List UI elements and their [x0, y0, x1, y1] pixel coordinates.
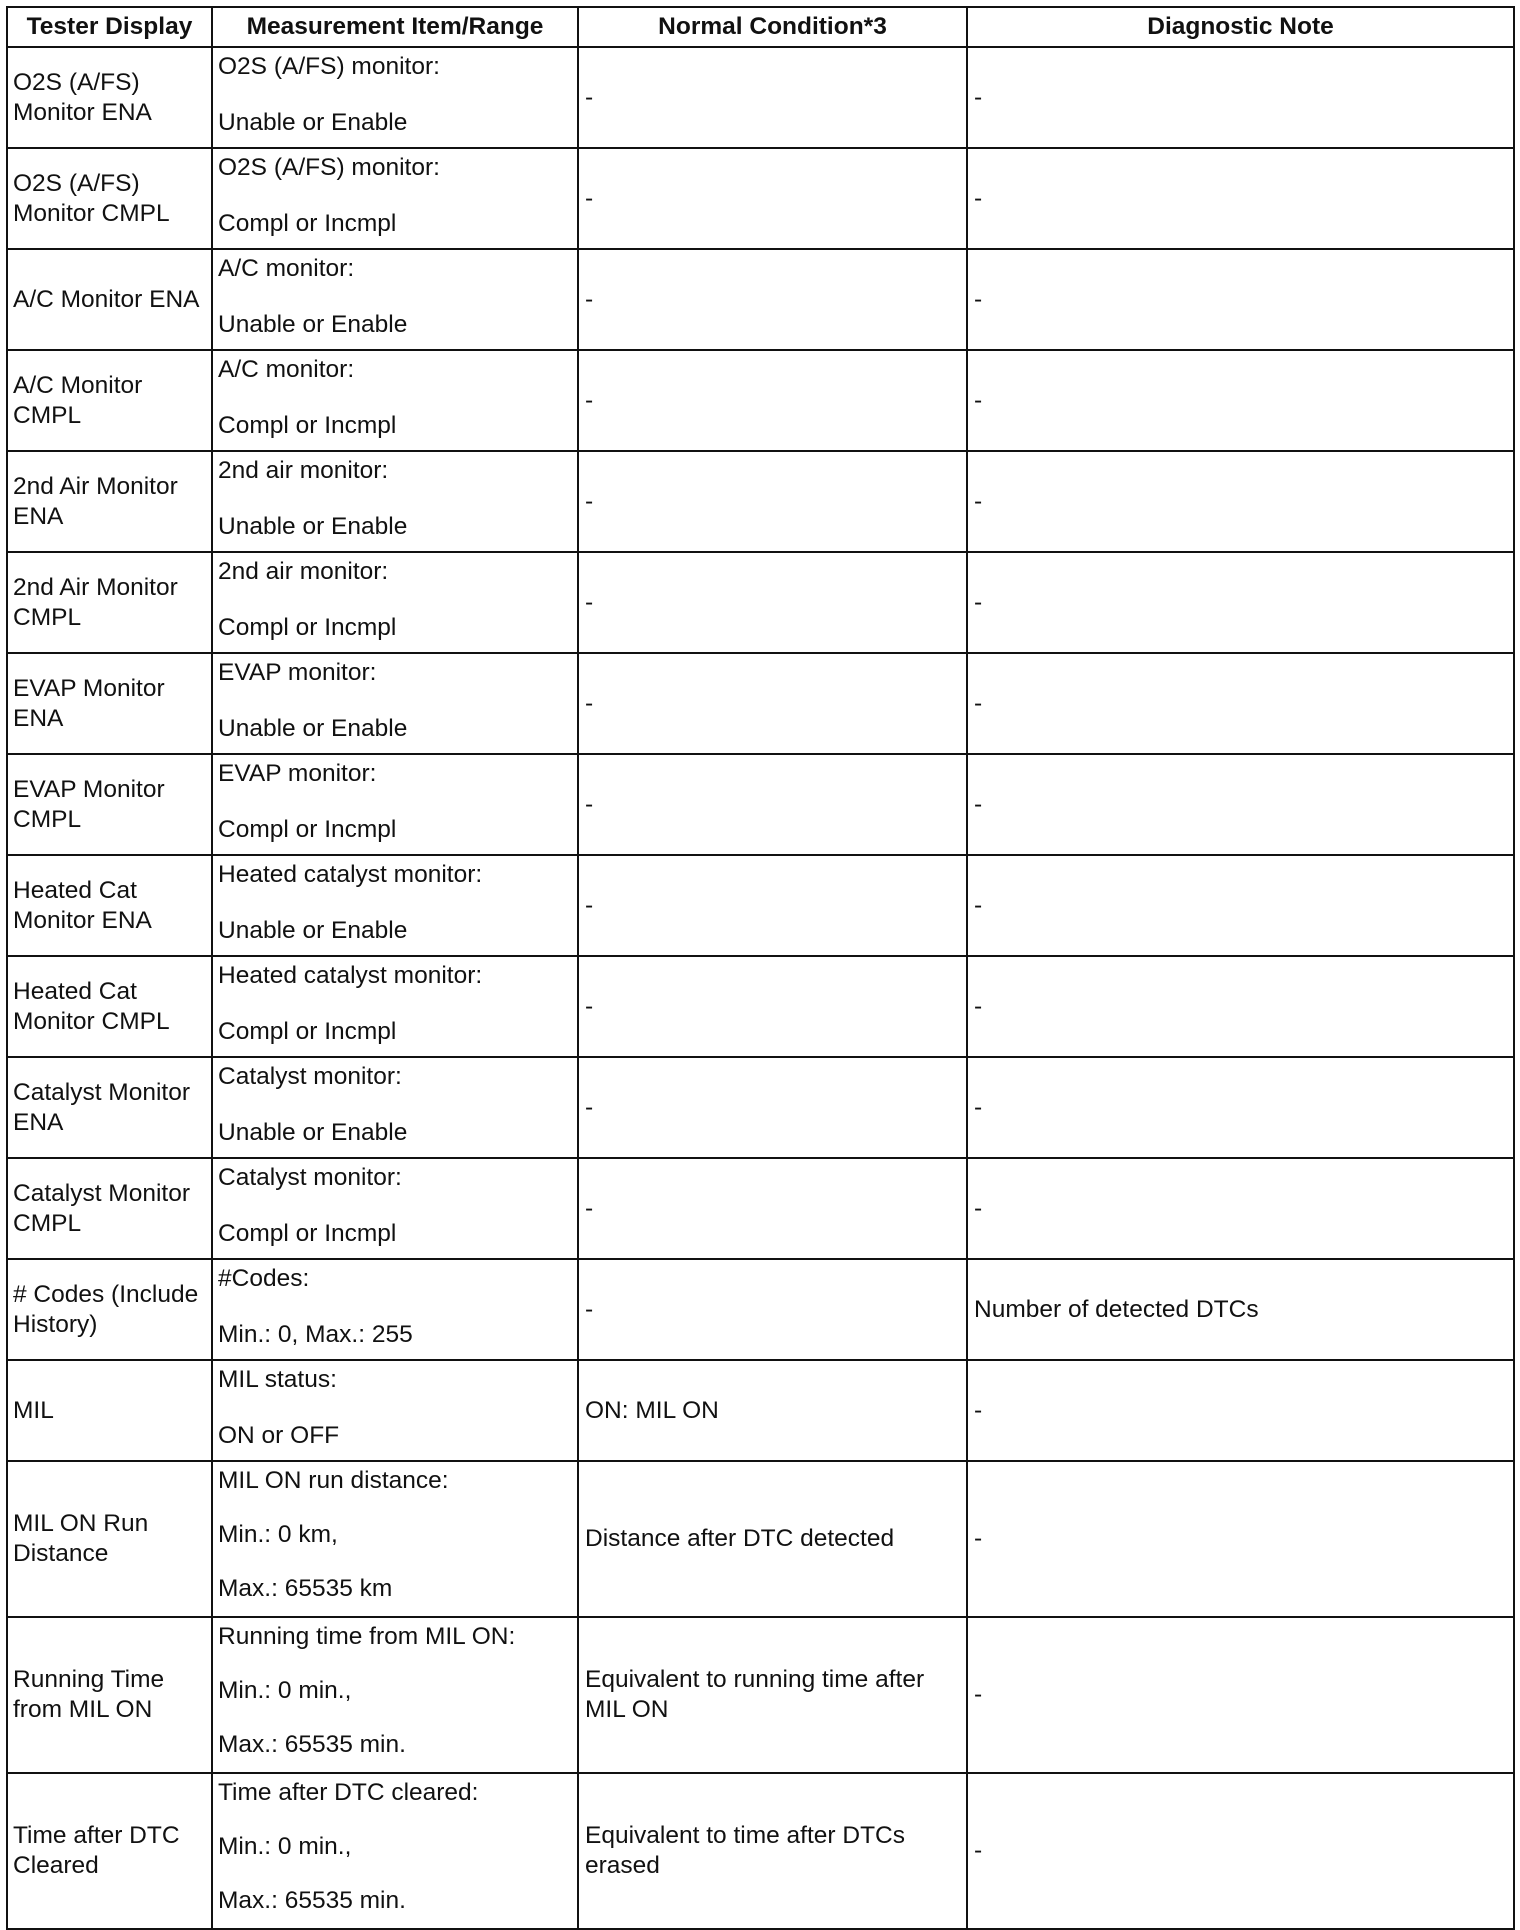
data-list-table: [6, 6, 1515, 1930]
tester-display-cell: A/C Monitor ENA: [7, 249, 212, 350]
tester-display-cell: Heated Cat Monitor CMPL: [7, 956, 212, 1057]
measurement-line: Heated catalyst monitor:: [218, 861, 483, 888]
measurement-item-range-cell: [212, 956, 578, 1057]
table-body: [7, 47, 1514, 1929]
table-row: [7, 249, 1514, 350]
diagnostic-note-cell: -: [967, 1617, 1514, 1773]
measurement-line: EVAP monitor:: [218, 760, 377, 787]
measurement-line: Time after DTC cleared:: [218, 1779, 479, 1806]
tester-display-cell: 2nd Air Monitor ENA: [7, 451, 212, 552]
table-row: [7, 754, 1514, 855]
table-row: [7, 552, 1514, 653]
measurement-line: Unable or Enable: [218, 917, 408, 944]
measurement-line: O2S (A/FS) monitor:: [218, 53, 440, 80]
measurement-line: Compl or Incmpl: [218, 1220, 397, 1247]
tester-display-cell: O2S (A/FS) Monitor ENA: [7, 47, 212, 148]
measurement-line: A/C monitor:: [218, 255, 355, 282]
measurement-item-range-cell: [212, 754, 578, 855]
table-header: [7, 7, 1514, 47]
measurement-line: Min.: 0 min.,: [218, 1677, 352, 1704]
header-diagnostic-note: Diagnostic Note: [967, 7, 1514, 47]
tester-display-cell: Catalyst Monitor ENA: [7, 1057, 212, 1158]
normal-condition-cell: -: [578, 1057, 967, 1158]
measurement-line: Catalyst monitor:: [218, 1164, 402, 1191]
table-row: [7, 148, 1514, 249]
measurement-item-range-cell: [212, 47, 578, 148]
measurement-item-range-cell: [212, 855, 578, 956]
table-row: [7, 1773, 1514, 1929]
normal-condition-cell: -: [578, 249, 967, 350]
normal-condition-cell: -: [578, 653, 967, 754]
diagnostic-note-cell: -: [967, 1057, 1514, 1158]
measurement-item-range-cell: [212, 653, 578, 754]
measurement-line: O2S (A/FS) monitor:: [218, 154, 440, 181]
tester-display-cell: # Codes (Include History): [7, 1259, 212, 1360]
measurement-line: Unable or Enable: [218, 311, 408, 338]
tester-display-cell: A/C Monitor CMPL: [7, 350, 212, 451]
measurement-line: Min.: 0 km,: [218, 1521, 338, 1548]
diagnostic-note-cell: -: [967, 754, 1514, 855]
measurement-line: Max.: 65535 min.: [218, 1887, 406, 1914]
measurement-line: Unable or Enable: [218, 109, 408, 136]
measurement-item-range-cell: [212, 148, 578, 249]
measurement-item-range-cell: [212, 1617, 578, 1773]
diagnostic-note-cell: -: [967, 552, 1514, 653]
normal-condition-cell: -: [578, 148, 967, 249]
diagnostic-note-cell: -: [967, 451, 1514, 552]
measurement-line: Min.: 0, Max.: 255: [218, 1321, 413, 1348]
tester-display-cell: Running Time from MIL ON: [7, 1617, 212, 1773]
measurement-line: Compl or Incmpl: [218, 816, 397, 843]
table-row: [7, 47, 1514, 148]
tester-display-cell: EVAP Monitor ENA: [7, 653, 212, 754]
measurement-line: 2nd air monitor:: [218, 558, 389, 585]
measurement-line: ON or OFF: [218, 1422, 340, 1449]
measurement-line: Compl or Incmpl: [218, 614, 397, 641]
measurement-line: Unable or Enable: [218, 715, 408, 742]
diagnostic-note-cell: -: [967, 148, 1514, 249]
measurement-item-range-cell: [212, 1259, 578, 1360]
tester-display-cell: EVAP Monitor CMPL: [7, 754, 212, 855]
measurement-item-range-cell: [212, 249, 578, 350]
normal-condition-cell: -: [578, 754, 967, 855]
diagnostic-note-cell: -: [967, 350, 1514, 451]
diagnostic-note-cell: Number of detected DTCs: [967, 1259, 1514, 1360]
measurement-line: Compl or Incmpl: [218, 1018, 397, 1045]
measurement-line: 2nd air monitor:: [218, 457, 389, 484]
normal-condition-cell: -: [578, 47, 967, 148]
diagnostic-data-sheet: [6, 6, 1515, 1930]
tester-display-cell: Heated Cat Monitor ENA: [7, 855, 212, 956]
diagnostic-note-cell: -: [967, 956, 1514, 1057]
measurement-line: Unable or Enable: [218, 513, 408, 540]
measurement-item-range-cell: [212, 1057, 578, 1158]
table-row: [7, 1461, 1514, 1617]
tester-display-cell: MIL: [7, 1360, 212, 1461]
measurement-item-range-cell: [212, 1360, 578, 1461]
measurement-line: Compl or Incmpl: [218, 210, 397, 237]
measurement-line: Max.: 65535 min.: [218, 1731, 406, 1758]
header-normal-condition: Normal Condition*3: [578, 7, 967, 47]
measurement-item-range-cell: [212, 350, 578, 451]
measurement-line: MIL ON run distance:: [218, 1467, 449, 1494]
measurement-line: EVAP monitor:: [218, 659, 377, 686]
tester-display-cell: 2nd Air Monitor CMPL: [7, 552, 212, 653]
normal-condition-cell: ON: MIL ON: [578, 1360, 967, 1461]
normal-condition-cell: -: [578, 552, 967, 653]
measurement-item-range-cell: [212, 1773, 578, 1929]
measurement-line: Heated catalyst monitor:: [218, 962, 483, 989]
normal-condition-cell: -: [578, 451, 967, 552]
measurement-line: Compl or Incmpl: [218, 412, 397, 439]
table-row: [7, 1360, 1514, 1461]
header-row: [7, 7, 1514, 47]
measurement-line: Min.: 0 min.,: [218, 1833, 352, 1860]
measurement-line: Catalyst monitor:: [218, 1063, 402, 1090]
measurement-line: A/C monitor:: [218, 356, 355, 383]
header-tester-display: Tester Display: [7, 7, 212, 47]
normal-condition-cell: -: [578, 1158, 967, 1259]
diagnostic-note-cell: -: [967, 1461, 1514, 1617]
diagnostic-note-cell: -: [967, 249, 1514, 350]
table-row: [7, 653, 1514, 754]
normal-condition-cell: -: [578, 1259, 967, 1360]
diagnostic-note-cell: -: [967, 1773, 1514, 1929]
measurement-line: Max.: 65535 km: [218, 1575, 393, 1602]
tester-display-cell: Catalyst Monitor CMPL: [7, 1158, 212, 1259]
diagnostic-note-cell: -: [967, 855, 1514, 956]
table-row: [7, 1158, 1514, 1259]
normal-condition-cell: -: [578, 956, 967, 1057]
normal-condition-cell: Equivalent to time after DTCs erased: [578, 1773, 967, 1929]
diagnostic-note-cell: -: [967, 47, 1514, 148]
measurement-line: #Codes:: [218, 1265, 310, 1292]
normal-condition-cell: -: [578, 350, 967, 451]
normal-condition-cell: Equivalent to running time after MIL ON: [578, 1617, 967, 1773]
tester-display-cell: MIL ON Run Distance: [7, 1461, 212, 1617]
table-row: [7, 855, 1514, 956]
table-row: [7, 1617, 1514, 1773]
table-row: [7, 1057, 1514, 1158]
header-measurement-item-range: Measurement Item/Range: [212, 7, 578, 47]
measurement-item-range-cell: [212, 552, 578, 653]
diagnostic-note-cell: -: [967, 1360, 1514, 1461]
measurement-item-range-cell: [212, 1158, 578, 1259]
table-row: [7, 451, 1514, 552]
measurement-line: MIL status:: [218, 1366, 337, 1393]
tester-display-cell: Time after DTC Cleared: [7, 1773, 212, 1929]
table-row: [7, 350, 1514, 451]
measurement-item-range-cell: [212, 451, 578, 552]
normal-condition-cell: -: [578, 855, 967, 956]
measurement-line: Unable or Enable: [218, 1119, 408, 1146]
diagnostic-note-cell: -: [967, 1158, 1514, 1259]
table-row: [7, 956, 1514, 1057]
diagnostic-note-cell: -: [967, 653, 1514, 754]
tester-display-cell: O2S (A/FS) Monitor CMPL: [7, 148, 212, 249]
normal-condition-cell: Distance after DTC detected: [578, 1461, 967, 1617]
measurement-line: Running time from MIL ON:: [218, 1623, 516, 1650]
measurement-item-range-cell: [212, 1461, 578, 1617]
table-row: [7, 1259, 1514, 1360]
